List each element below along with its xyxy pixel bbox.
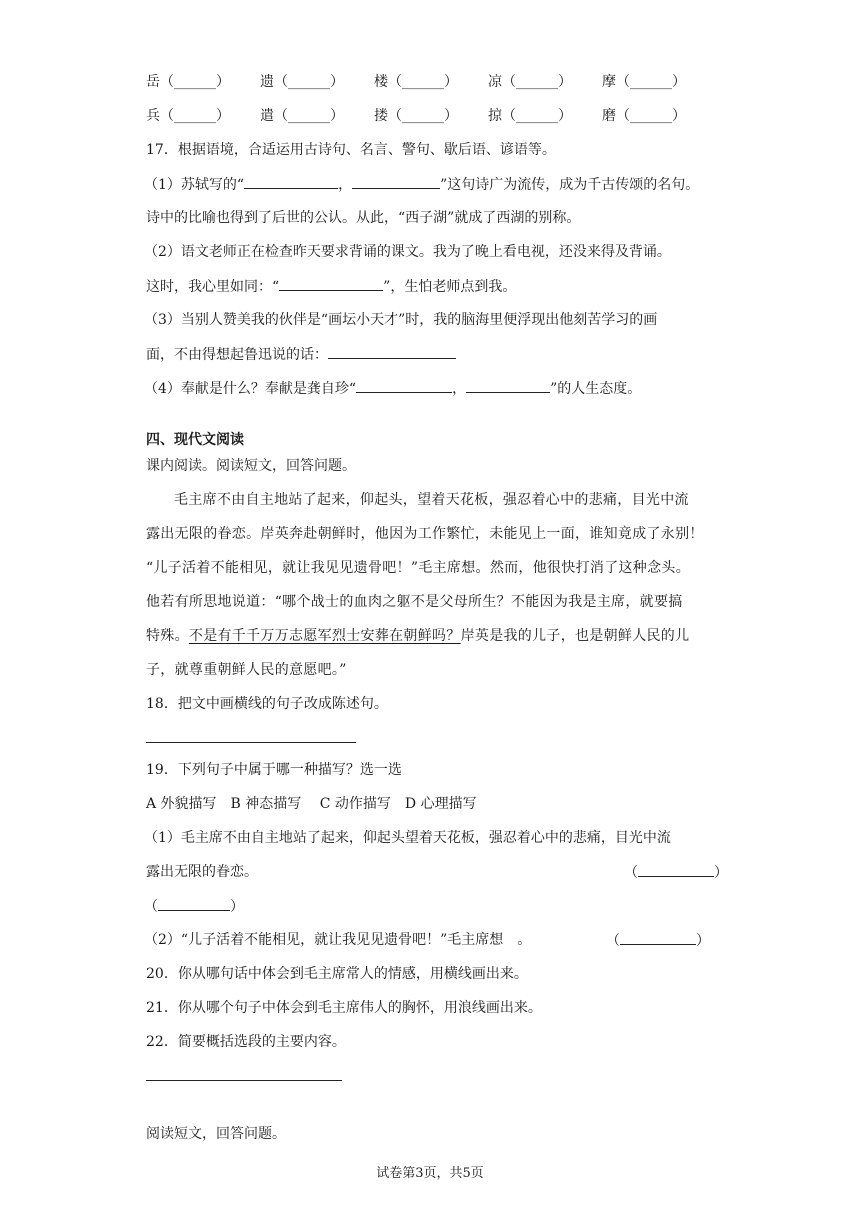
passage-line [146,626,689,646]
char-item: 摩（______） [602,74,686,90]
answer-paren[interactable] [144,896,244,917]
paren-open: （ [606,933,620,949]
q17-part3-text: 面，不由得想起鲁迅说的话： [146,347,328,363]
char-item: 遣（______） [260,108,344,124]
passage-line: 露出无限的眷恋。岸英奔赴朝鲜时，他因为工作繁忙，未能见上一面，谁知竟成了永别！ [146,526,704,542]
q19-sentence1-line1: （1）毛主席不由自主地站了起来，仰起头望着天花板，强忍着心中的悲痛，目光中流 [144,830,671,846]
q17-part2-text-a: 这时，我心里如同：“ [146,279,280,295]
passage-line: 毛主席不由自主地站了起来，仰起头，望着天花板，强忍着心中的悲痛，目光中流 [174,492,689,508]
q17-part4-text-c: ”的人生态度。 [550,381,642,397]
answer-blank[interactable] [638,862,714,877]
q17-part4 [144,378,641,399]
paren-open: （ [144,899,158,915]
passage-text: 岸英是我的儿子，也是朝鲜人民的儿 [460,628,690,644]
answer-blank[interactable] [158,896,230,911]
paren-open: （ [624,865,638,881]
q17-part1-text-a: （1）苏轼写的“ [144,177,245,193]
q17-part1-text-b: ， [338,177,353,193]
section-intro: 课内阅读。阅读短文，回答问题。 [146,458,356,474]
char-row-2 [146,106,716,126]
answer-blank[interactable] [244,174,338,189]
answer-blank[interactable] [328,344,456,359]
paren-close: ） [714,865,728,881]
answer-blank[interactable] [279,276,383,291]
answer-line[interactable] [146,1080,342,1081]
answer-blank[interactable] [352,174,440,189]
char-item: 凉（______） [488,74,572,90]
q19-sentence2: （2）“儿子活着不能相见，就让我见见遗骨吧！”毛主席想 。 [144,932,532,948]
q17-part3-line1: （3）当别人赞美我的伙伴是“画坛小天才”时，我的脑海里便浮现出他刻苦学习的画 [144,312,658,328]
question-19-stem: 19．下列句子中属于哪一种描写？选一选 [146,762,402,778]
question-21: 21．你从哪个句子中体会到毛主席伟人的胸怀，用浪线画出来。 [146,1000,542,1016]
answer-line[interactable] [146,742,356,743]
section-title: 四、现代文阅读 [146,432,244,448]
q17-part1-text-c: ”这句诗广为流传，成为千古传颂的名句。 [440,177,700,193]
char-item: 兵（______） [146,108,230,124]
char-item: 掠（______） [488,108,572,124]
q17-part2-line1: （2）语文老师正在检查昨天要求背诵的课文。我为了晚上看电视，还没来得及背诵。 [144,244,671,260]
char-item: 岳（______） [146,74,230,90]
q17-part1-line2: 诗中的比喻也得到了后世的公认。从此，“西子湖”就成了西湖的别称。 [146,210,581,226]
q17-part4-text-b: ， [452,381,467,397]
passage-line: 他若有所思地说道：“哪个战士的血肉之躯不是父母所生？不能因为我是主席，就要搞 [146,594,683,610]
q17-part2-line2 [146,276,516,297]
q17-part3-line2 [146,344,456,365]
answer-paren[interactable] [606,930,710,951]
answer-paren[interactable] [624,862,728,883]
passage-line: 子，就尊重朝鲜人民的意愿吧。” [146,662,347,678]
char-item: 搂（______） [374,108,458,124]
passage-line: “儿子活着不能相见，就让我见见遗骨吧！”毛主席想。然而，他很快打消了这种念头。 [146,560,691,576]
question-22: 22．简要概括选段的主要内容。 [146,1034,346,1050]
answer-blank[interactable] [466,378,550,393]
answer-blank[interactable] [620,930,696,945]
question-17-stem: 17．根据语境，合适运用古诗句、名言、警句、歇后语、谚语等。 [146,142,556,158]
char-item: 磨（______） [602,108,686,124]
q17-part4-text-a: （4）奉献是什么？奉献是龚自珍“ [144,381,357,397]
question-20: 20．你从哪句话中体会到毛主席常人的情感，用横线画出来。 [146,966,528,982]
q19-sentence1-line2: 露出无限的眷恋。 [146,864,258,880]
char-item: 遗（______） [260,74,344,90]
char-row-1 [146,72,716,92]
underlined-sentence: 不是有千千万万志愿军烈士安葬在朝鲜吗？ [188,628,461,644]
next-passage-intro: 阅读短文，回答问题。 [146,1126,286,1142]
q17-part2-text-b: ”，生怕老师点到我。 [383,279,517,295]
question-18: 18．把文中画横线的句子改成陈述句。 [146,696,388,712]
char-item: 楼（______） [374,74,458,90]
page-footer: 试卷第3页，共5页 [376,1166,484,1181]
answer-blank[interactable] [356,378,452,393]
question-19-options: A 外貌描写 B 神态描写 C 动作描写 D 心理描写 [146,796,477,812]
paren-close: ） [696,933,710,949]
passage-text: 特殊。 [146,628,189,644]
paren-close: ） [230,899,244,915]
q17-part1 [144,174,699,195]
